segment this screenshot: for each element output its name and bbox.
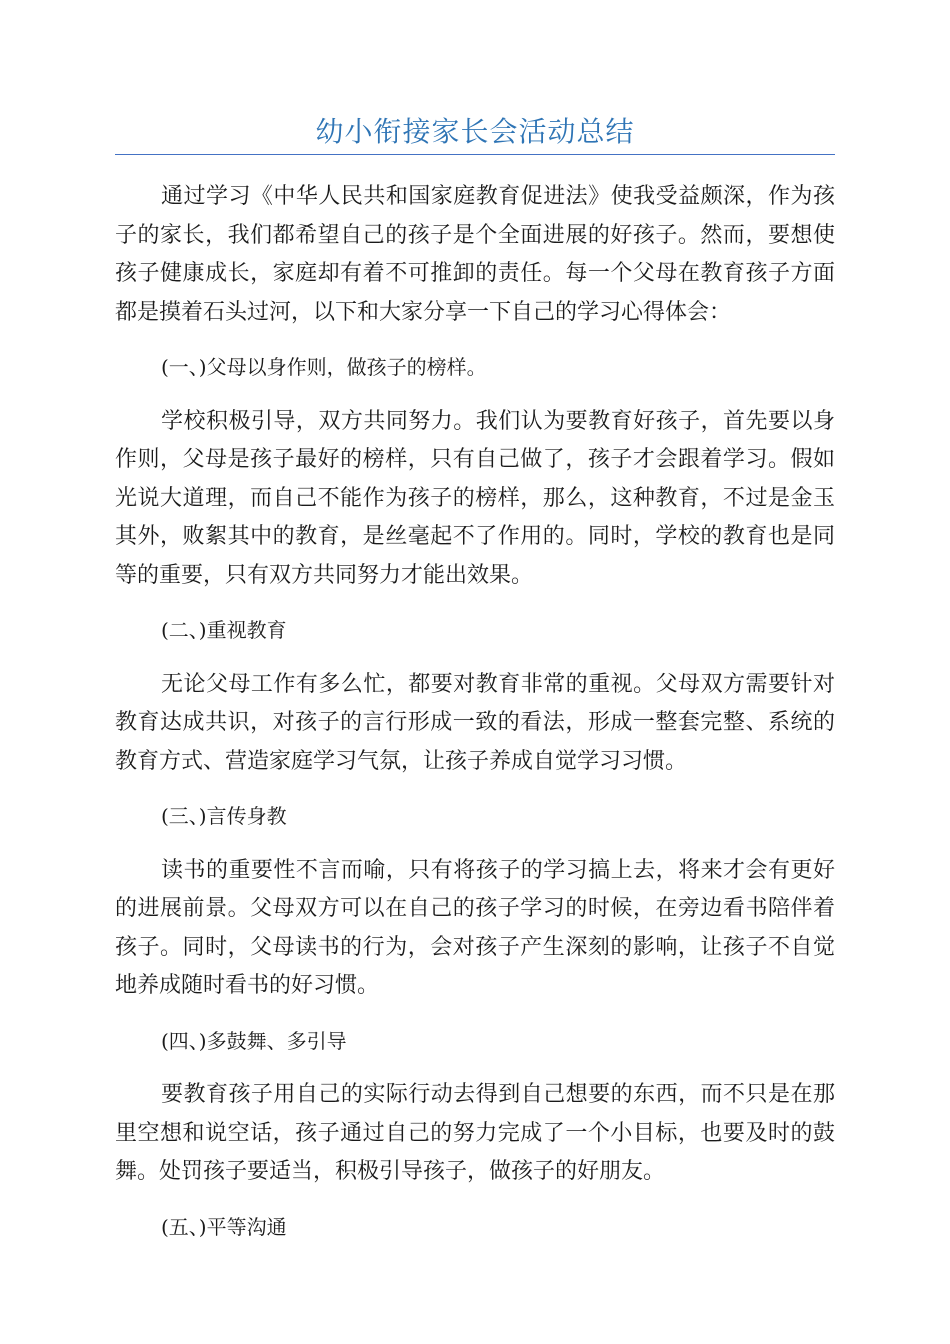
section-heading-2: (二、)重视教育 (161, 618, 287, 642)
title-underline (115, 154, 835, 155)
section-2-paragraph: 无论父母工作有多么忙，都要对教育非常的重视。父母双方需要针对教育达成共识，对孩子的言行形成一致的看法，形成一整套完整、系统的教育方式、营造家庭学习气氛，让孩子养成自觉学习习惯。 (115, 671, 835, 774)
intro-paragraph: 通过学习《中华人民共和国家庭教育促进法》使我受益颇深，作为孩子的家长，我们都希望自己的孩子是个全面进展的好孩子。然而，要想使孩子健康成长，家庭却有着不可推卸的责任。每一个父母在教育孩子方面都是摸着石头过河，以下和大家分享一下自己的学习心得体会： (115, 184, 835, 325)
section-1-paragraph: 学校积极引导，双方共同努力。我们认为要教育好孩子，首先要以身作则，父母是孩子最好的榜样，只有自己做了，孩子才会跟着学习。假如光说大道理，而自己不能作为孩子的榜样，那么，这种教育，不过是金玉其外，败絮其中的教育，是丝毫起不了作用的。同时，学校的教育也是同等的重要，只有双方共同努力才能出效果。 (115, 408, 835, 588)
section-heading-5: (五、)平等沟通 (161, 1214, 287, 1239)
section-heading-1: (一、)父母以身作则，做孩子的榜样。 (161, 355, 487, 379)
section-heading-4: (四、)多鼓舞、多引导 (161, 1028, 347, 1053)
section-3-paragraph: 读书的重要性不言而喻，只有将孩子的学习搞上去，将来才会有更好的进展前景。父母双方可以在自己的孩子学习的时候，在旁边看书陪伴着孩子。同时，父母读书的行为，会对孩子产生深刻的影响，让孩子不自觉地养成随时看书的好习惯。 (115, 857, 835, 998)
document-body (115, 178, 835, 1262)
document-title: 幼小衔接家长会活动总结 (315, 115, 635, 148)
section-4-paragraph: 要教育孩子用自己的实际行动去得到自己想要的东西，而不只是在那里空想和说空话，孩子通过自己的努力完成了一个小目标，也要及时的鼓舞。处罚孩子要适当，积极引导孩子，做孩子的好朋友。 (115, 1082, 835, 1184)
section-heading-3: (三、)言传身教 (161, 804, 287, 828)
